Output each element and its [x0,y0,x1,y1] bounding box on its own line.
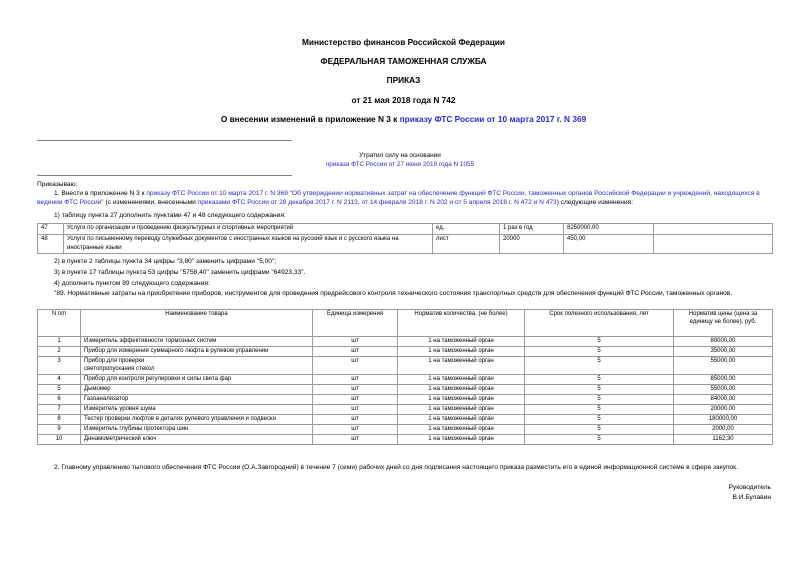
cell: 20000 [500,235,564,254]
cell: шт [313,385,398,395]
cell: 5 [525,405,674,415]
header-cell: Срок полезного использования, лет [525,310,674,337]
ministry-heading: Министерство финансов Российской Федерации [301,37,506,47]
p1-link-amendments[interactable]: приказами ФТС России от 28 декабря 2017 г. N 2113, от 14 февраля 2018 г. N 202 и от 5 апреля 2018 г. N 472 и N 473 [197,199,557,206]
cell: Прибор для проверки светопропускания стекол [81,357,313,375]
cell: 1 на таможенный орган [398,347,525,357]
header-cell: Норматив цены (цена за единицу не более), руб. [674,310,773,337]
cell: 55000,00 [674,357,773,375]
cell: 5 [525,347,674,357]
cell: шт [313,415,398,425]
cell: Услуги по письменному переводу служебных документов с иностранных языков на русский язык и с русского языка на иностранные языки [64,235,433,254]
table-header-row [38,310,773,337]
cell: шт [313,395,398,405]
cell: Тестер проверки люфтов в деталях рулевого управления и подвески [81,415,313,425]
cell: 8 [38,415,81,425]
table-row [38,357,773,375]
cell: ед. [433,224,500,235]
cell: 180000,00 [674,415,773,425]
table-item-27 [37,223,773,254]
cell: 1 на таможенный орган [398,435,525,445]
cell: 5 [525,435,674,445]
p1-text-c: ) следующие изменения: [556,199,634,206]
paragraph-2: 2) в пункте 2 таблицы пункта 34 цифры "3,80" заменить цифрами "5,00"; [54,258,277,265]
cell: Газоанализатор [81,395,313,405]
paragraph-3: 3) в пункте 17 таблицы пункта 53 цифры "5758,40" заменить цифрами "64923,33". [54,269,306,276]
cell: 1 на таможенный орган [398,375,525,385]
table-row [38,347,773,357]
title-prefix: О внесении изменений в приложение N 3 к [220,114,400,124]
document-title [0,114,807,124]
cell: 5 [525,415,674,425]
p1-text-a: 1. Внести в приложение N 3 к [54,190,147,197]
cell: Дымомер [81,385,313,395]
cell: 7 [38,405,81,415]
table-row [38,375,773,385]
cell: Динамометрический ключ [81,435,313,445]
cell: Прибор для контроля регулировки и силы света фар [81,375,313,385]
cell: 3 [38,357,81,375]
cell: 35000,00 [674,347,773,357]
cell: шт [313,435,398,445]
header-cell: N п/п [38,310,81,337]
cell: 1 раз в год [500,224,564,235]
date-number-heading: от 21 мая 2018 года N 742 [351,95,456,105]
table-row [38,385,773,395]
cell: Прибор для измерения суммарного люфта в рулевом управлении [81,347,313,357]
table-row [38,337,773,347]
cell [654,224,773,235]
cell: 55000,00 [674,385,773,395]
cell: 80000,00 [674,337,773,347]
cell: лист [433,235,500,254]
cell: 5 [525,385,674,395]
cell: 5 [525,337,674,347]
top-rule [37,140,292,141]
header-cell: Наименование товара [81,310,313,337]
cell: 2 [38,347,81,357]
table-row [38,435,773,445]
lost-force-text: Утратил силу на основании [359,152,441,159]
title-link[interactable]: приказу ФТС России от 10 марта 2017 г. N 369 [399,114,587,124]
table-row [38,395,773,405]
header-cell: Норматив количества, (не более) [398,310,525,337]
cell: 5 [525,425,674,435]
service-heading: ФЕДЕРАЛЬНАЯ ТАМОЖЕННАЯ СЛУЖБА [320,56,487,66]
cell: 5 [525,357,674,375]
cell: шт [313,337,398,347]
paragraph-1-1: 1) таблицу пункта 27 дополнить пунктами 47 и 48 следующего содержания: [54,212,286,219]
cell: 84000,00 [674,395,773,405]
cell: 5 [525,375,674,385]
cell: 20000,00 [674,405,773,415]
cell: 5 [525,395,674,405]
cell: 2000,00 [674,425,773,435]
orders-text: Приказываю: [37,181,78,188]
cell: Услуги по организации и проведению физкультурных и спортивных мероприятий [64,224,433,235]
paragraph-1 [37,189,772,207]
cell: 85000,00 [674,375,773,385]
signature-block [729,483,771,503]
cell: Измеритель глубины протектора шин [81,425,313,435]
cell: Измеритель уровня шума [81,405,313,415]
cell: 1 на таможенный орган [398,425,525,435]
cell: 450,00 [564,235,654,254]
cell: шт [313,357,398,375]
cell: 48 [38,235,64,254]
cell: 1 [38,337,81,347]
cell: Измеритель эффективности тормозных систем [81,337,313,347]
cell: 1 на таможенный орган [398,337,525,347]
cell: 9 [38,425,81,435]
cell: шт [313,425,398,435]
table-row [38,235,773,254]
paragraph-89: "89. Нормативные затраты на приобретение приборов, инструментов для проведения предрейсового контроля технического состояния транспортных средств для обеспечения функций ФТС России, таможенных органов. [54,290,733,297]
cell: 47 [38,224,64,235]
bottom-rule [37,175,292,176]
cell: 1 на таможенный орган [398,395,525,405]
signatory-name: В.И.Булавин [732,494,771,501]
table-row [38,405,773,415]
signatory-position: Руководитель [728,484,771,491]
cell: 8250000,00 [564,224,654,235]
table-row [38,425,773,435]
lost-force-notice [295,151,505,169]
cell: шт [313,375,398,385]
cell: 1 на таможенный орган [398,415,525,425]
cell: 1 на таможенный орган [398,385,525,395]
cell: 1 на таможенный орган [398,405,525,415]
doc-type-heading: ПРИКАЗ [386,75,421,85]
paragraph-final: 2. Главному управлению тылового обеспечения ФТС России (О.А.Завгородний) в течение 7 (семи) рабочих дней со дня подписания настоящего приказа разместить его в единой информационной системе в сфере закупок. [54,464,738,471]
cell: 6 [38,395,81,405]
cell: 1 на таможенный орган [398,357,525,375]
cell: шт [313,405,398,415]
cell: 5 [38,385,81,395]
header-cell: Единица измерения [313,310,398,337]
table-row [38,415,773,425]
cell: 1162,30 [674,435,773,445]
cell: шт [313,347,398,357]
cell: 4 [38,375,81,385]
cell: 10 [38,435,81,445]
table-item-89 [37,309,773,445]
lost-force-link[interactable]: приказа ФТС России от 27 июня 2019 года N 1055 [325,161,475,168]
paragraph-4: 4) дополнить пунктом 89 следующего содержания: [54,280,210,287]
cell [654,235,773,254]
p1-link-order[interactable]: приказу ФТС России от 10 марта 2017 г. N 369 "Об утверждении нормативных затрат на обеспечение функций ФТС России, таможенных органов Российской Федерации и учреждений, находящихся в ведении ФТС России" [37,190,760,206]
p1-text-b: (с изменениями, внесенными [103,199,198,206]
table-row [38,224,773,235]
